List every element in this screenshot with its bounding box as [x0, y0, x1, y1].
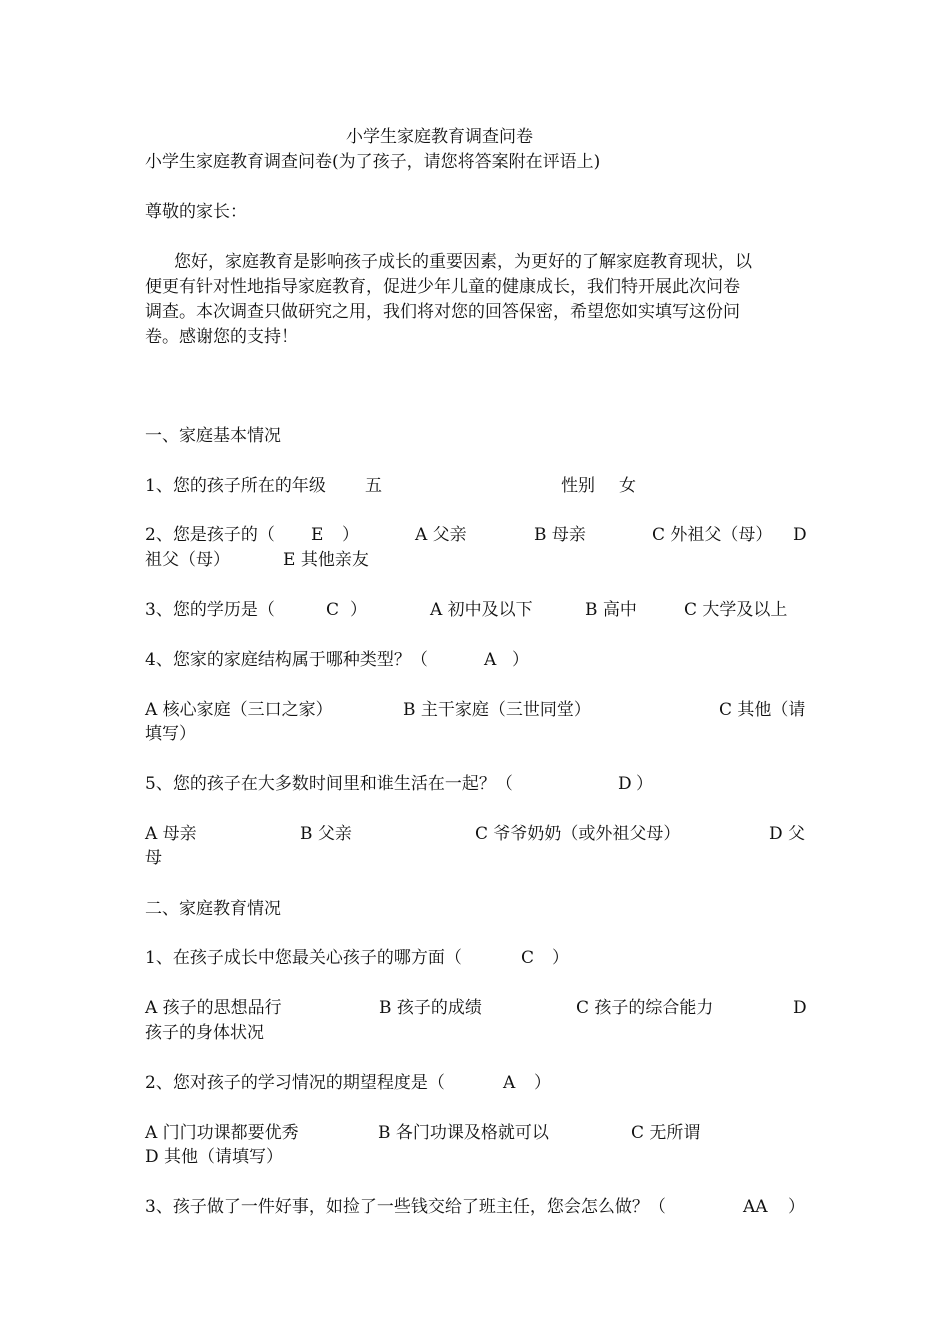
- greeting: 尊敬的家长：: [145, 202, 247, 222]
- intro-line-3: 调查。本次调查只做研究之用，我们将对您的回答保密，希望您如实填写这份问: [145, 302, 740, 322]
- option-family-b: B 主干家庭（三世同堂）: [403, 700, 591, 720]
- option-education-c: C 大学及以上: [684, 600, 788, 620]
- option-relation-a: A 父亲: [415, 525, 467, 545]
- answer-family-structure: A: [484, 650, 497, 670]
- question-family-structure: 4、您家的家庭结构属于哪种类型？（: [145, 650, 428, 670]
- option-concern-b: B 孩子的成绩: [379, 998, 482, 1018]
- option-expectation-d: D 其他（请填写）: [145, 1147, 284, 1167]
- option-family-a: A 核心家庭（三口之家）: [145, 700, 333, 720]
- intro-line-2: 便更有针对性地指导家庭教育，促进少年儿童的健康成长，我们特开展此次问卷: [145, 277, 740, 297]
- option-relation-e: E 其他亲友: [283, 550, 369, 570]
- answer-expectation: A: [503, 1073, 516, 1093]
- question-caregiver-close: ）: [636, 774, 653, 794]
- option-concern-c: C 孩子的综合能力: [576, 998, 714, 1018]
- answer-grade: 五: [365, 476, 382, 496]
- option-expectation-c: C 无所谓: [631, 1123, 701, 1143]
- question-main-concern: 1、在孩子成长中您最关心孩子的哪方面（: [145, 948, 462, 968]
- option-family-c: C 其他（请: [719, 700, 806, 720]
- answer-relation: E: [311, 525, 324, 545]
- option-relation-c: C 外祖父（母）: [652, 525, 773, 545]
- section-heading-basic-info: 一、家庭基本情况: [145, 426, 281, 446]
- section-heading-family-education: 二、家庭教育情况: [145, 899, 281, 919]
- option-relation-d-text: 祖父（母）: [145, 550, 230, 570]
- question-grade: 1、您的孩子所在的年级: [145, 476, 326, 496]
- option-expectation-a: A 门门功课都要优秀: [145, 1123, 299, 1143]
- option-caregiver-a: A 母亲: [145, 824, 197, 844]
- option-education-b: B 高中: [585, 600, 637, 620]
- question-expectation-close: ）: [534, 1073, 551, 1093]
- question-main-concern-close: ）: [552, 948, 569, 968]
- document-subtitle: 小学生家庭教育调查问卷(为了孩子，请您将答案附在评语上): [145, 152, 601, 172]
- answer-main-concern: C: [521, 948, 535, 968]
- question-relation-close: ）: [342, 525, 359, 545]
- question-education-close: ）: [350, 600, 367, 620]
- intro-line-1: 您好，家庭教育是影响孩子成长的重要因素，为更好的了解家庭教育现状，以: [174, 252, 752, 272]
- answer-gender: 女: [619, 476, 636, 496]
- option-caregiver-c: C 爷爷奶奶（或外祖父母）: [475, 824, 681, 844]
- option-education-a: A 初中及以下: [430, 600, 533, 620]
- question-good-deed-close: ）: [788, 1197, 805, 1217]
- answer-education: C: [326, 600, 340, 620]
- question-good-deed: 3、孩子做了一件好事，如捡了一些钱交给了班主任，您会怎么做？（: [145, 1197, 666, 1217]
- question-expectation: 2、您对孩子的学习情况的期望程度是（: [145, 1073, 445, 1093]
- question-caregiver: 5、您的孩子在大多数时间里和谁生活在一起？（: [145, 774, 513, 794]
- option-relation-d-letter: D: [793, 525, 807, 545]
- option-family-c-cont: 填写）: [145, 724, 196, 744]
- question-education: 3、您的学历是（: [145, 600, 275, 620]
- option-concern-d-text: 孩子的身体状况: [145, 1023, 264, 1043]
- option-caregiver-d-cont: 母: [145, 848, 162, 868]
- option-concern-a: A 孩子的思想品行: [145, 998, 282, 1018]
- option-expectation-b: B 各门功课及格就可以: [378, 1123, 549, 1143]
- question-family-structure-close: ）: [512, 650, 529, 670]
- option-relation-b: B 母亲: [534, 525, 586, 545]
- document-title: 小学生家庭教育调查问卷: [346, 127, 533, 147]
- gender-label: 性别: [561, 476, 595, 496]
- answer-caregiver: D: [618, 774, 632, 794]
- question-relation: 2、您是孩子的（: [145, 525, 275, 545]
- option-caregiver-b: B 父亲: [300, 824, 352, 844]
- option-concern-d-letter: D: [793, 998, 807, 1018]
- answer-good-deed: AA: [743, 1197, 768, 1217]
- intro-line-4: 卷。感谢您的支持！: [145, 327, 298, 347]
- option-caregiver-d: D 父: [769, 824, 806, 844]
